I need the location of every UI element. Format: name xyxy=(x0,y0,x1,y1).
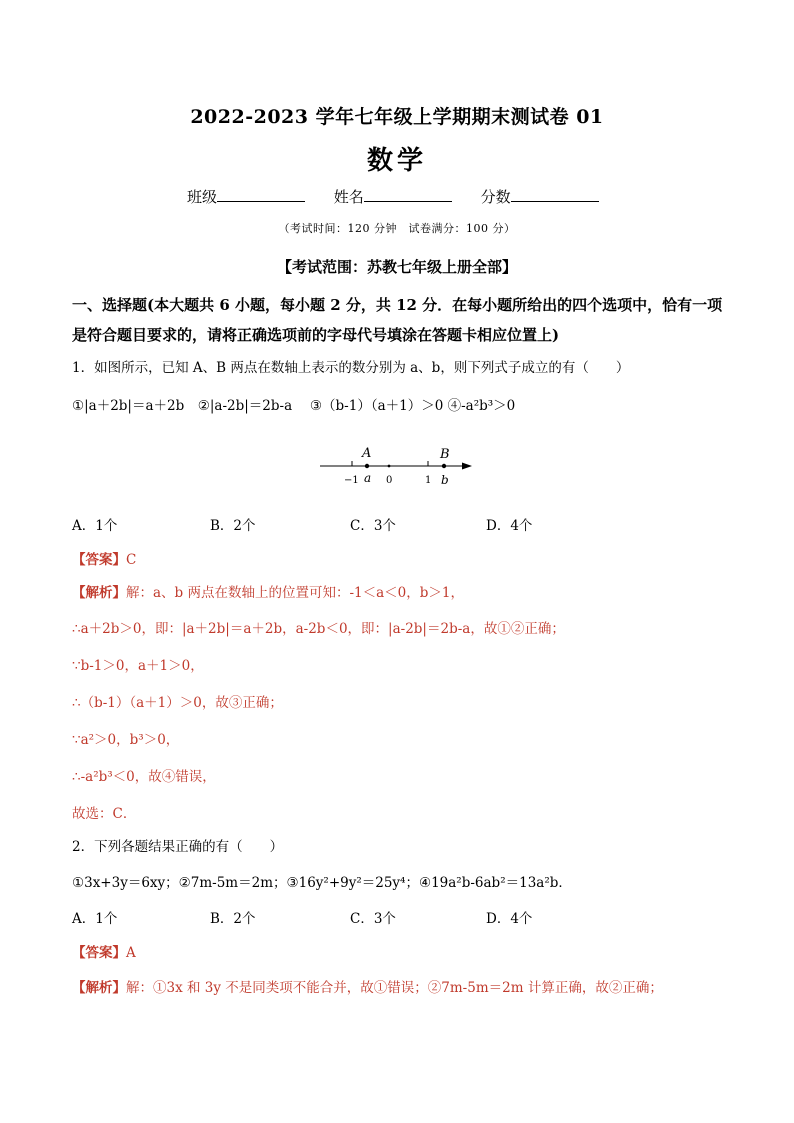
score-field[interactable] xyxy=(511,187,599,202)
name-label: 姓名 xyxy=(333,188,364,206)
subject-title: 数学 xyxy=(366,146,427,176)
question-2-stem: 2．下列各题结果正确的有（ ） xyxy=(72,839,284,855)
q1-option-d[interactable]: D．4个 xyxy=(486,518,533,534)
value-b-label: b xyxy=(441,473,449,487)
question-1-statements: ①|a＋2b|＝a＋2b ②|a-2b|＝2b-a ③（b-1）（a＋1）＞0 ④-a²b³＞0 xyxy=(72,398,516,414)
q2-answer-value: A xyxy=(126,945,136,961)
class-field[interactable] xyxy=(217,187,305,202)
number-line-arrow xyxy=(462,463,472,470)
q2-option-a[interactable]: A．1个 xyxy=(72,911,118,927)
point-a-dot xyxy=(365,464,369,468)
section-heading: 一、选择题(本大题共 6 小题，每小题 2 分，共 12 分．在每小题所给出的四个选项中，恰有一项是符合题目要求的，请将正确选项前的字母代号填涂在答题卡相应位置上) xyxy=(72,296,723,344)
page-title: 2022-2023 学年七年级上学期期末测试卷 01 xyxy=(190,106,604,128)
q1-option-c[interactable]: C．3个 xyxy=(350,518,396,534)
tick-1-label: 1 xyxy=(425,475,432,486)
point-b-dot xyxy=(442,464,446,468)
q1-analysis-line-4: ∴（b-1）（a＋1）＞0，故③正确； xyxy=(72,695,283,711)
exam-scope: 【考试范围：苏教七年级上册全部】 xyxy=(276,258,517,276)
q1-analysis-line-6: ∴-a²b³＜0，故④错误， xyxy=(72,769,216,785)
q1-analysis-line-1: 解：a、b 两点在数轴上的位置可知：-1＜a＜0，b＞1， xyxy=(126,585,465,601)
q1-answer-tag: 【答案】 xyxy=(72,552,126,568)
exam-note: （考试时间：120 分钟 试卷满分：100 分） xyxy=(278,222,516,235)
number-line-figure xyxy=(318,440,478,490)
q1-answer-value: C xyxy=(126,552,137,568)
origin-dot xyxy=(388,465,391,468)
point-a-label: A xyxy=(362,446,372,461)
q2-option-d[interactable]: D．4个 xyxy=(486,911,533,927)
q2-answer-tag: 【答案】 xyxy=(72,945,126,961)
name-field[interactable] xyxy=(364,187,452,202)
q1-option-b[interactable]: B．2个 xyxy=(210,518,256,534)
q1-analysis-line-3: ∵b-1＞0，a＋1＞0， xyxy=(72,658,204,674)
class-label: 班级 xyxy=(187,188,218,206)
q1-analysis-tag: 【解析】 xyxy=(72,585,126,601)
question-2-statements: ①3x+3y＝6xy；②7m-5m＝2m；③16y²+9y²＝25y⁴；④19a²b-6ab²＝13a²b． xyxy=(72,875,572,891)
q2-analysis-line-1: 解：①3x 和 3y 不是同类项不能合并，故①错误；②7m-5m＝2m 计算正确，故②正确； xyxy=(126,980,663,996)
q2-option-b[interactable]: B．2个 xyxy=(210,911,256,927)
student-info-row xyxy=(187,186,623,207)
q1-answer-row xyxy=(72,548,136,568)
q1-analysis-line-7: 故选：C． xyxy=(72,806,137,822)
q2-answer-row xyxy=(72,941,136,961)
point-b-label: B xyxy=(440,447,450,462)
q2-analysis-tag: 【解析】 xyxy=(72,980,126,996)
q1-analysis-line-5: ∵a²＞0，b³＞0， xyxy=(72,732,180,748)
q2-analysis-row xyxy=(72,976,663,996)
q2-option-c[interactable]: C．3个 xyxy=(350,911,396,927)
value-a-label: a xyxy=(364,471,372,485)
question-1-stem: 1．如图所示，已知 A、B 两点在数轴上表示的数分别为 a、b，则下列式子成立的有（ ） xyxy=(72,360,630,376)
q1-option-a[interactable]: A．1个 xyxy=(72,518,118,534)
q1-analysis-row xyxy=(72,581,464,601)
score-label: 分数 xyxy=(480,188,511,206)
tick-neg1-label: −1 xyxy=(344,475,359,486)
tick-0-label: 0 xyxy=(386,475,393,486)
q1-analysis-line-2: ∴a＋2b＞0，即：|a＋2b|＝a＋2b，a-2b＜0，即：|a-2b|＝2b-a，故①②正确； xyxy=(72,621,565,637)
